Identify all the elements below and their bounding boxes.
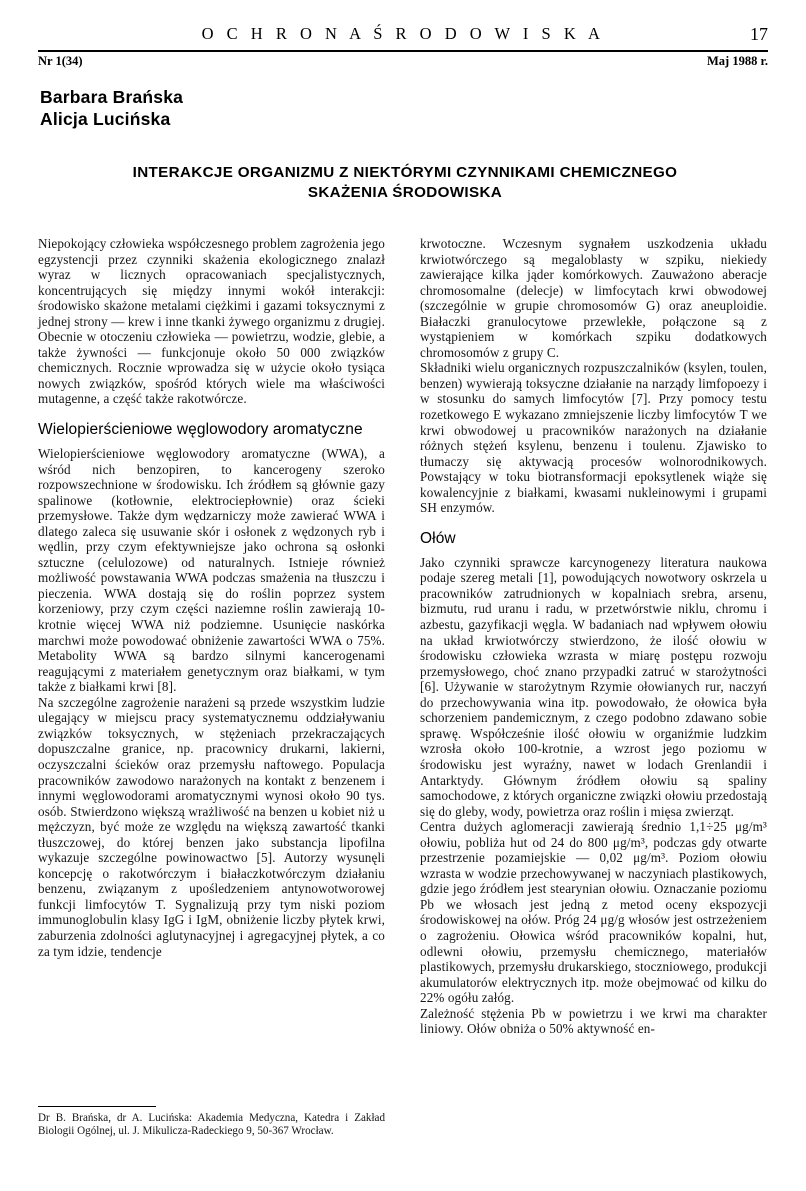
paragraph: krwotoczne. Wczesnym sygnałem uszkodzenia układu krwiotwórczego są megaloblasty w szpiku, niekiedy zawierające kilka jąder komórkowych. Zauważono aberacje chromosomalne (delecje) w limfocytach krwi obwodowej (szczególnie w grupie chromosomów G) oraz aneuploidie. Białaczki granulocytowe przewlekłe, połączone są z wystąpieniem w komórkach szpiku dodatkowych chromosomów z grupy C. [420,236,767,360]
section-heading-olow: Ołów [420,529,456,547]
author-block [40,86,440,130]
body-column-left [38,236,385,959]
section-heading-wwa: Wielopierścieniowe węglowodory aromatyczne [38,421,363,439]
paragraph: Niepokojący człowieka współczesnego problem zagrożenia jego egzystencji przez czynniki skażenia ekologicznego znalazł wyraz w licznych opracowaniach specjalistycznych, koncentrujących się między innymi wokół interakcji: środowisko skażone metalami ciężkimi i gazami toksycznymi z jednej strony — krew i inne tkanki żywego organizmu z drugiej. Obecnie w otoczeniu człowieka — powietrzu, wodzie, glebie, a także żywności — funkcjonuje około 50 000 związków chemicznych. Rocznie wprowadza się w użycie około tysiąca nowych związków, spośród których wiele ma właściwości mutagenne, a część także rakotwórcze. [38,236,385,407]
author-name-1: Barbara Brańska [40,87,184,107]
paragraph: Jako czynniki sprawcze karcynogenezy literatura naukowa podaje szereg metali [1], powodujących nowotwory oskrzela u pracowników zatrudnionych w kopalniach srebra, arsenu, bizmutu, rud uranu i radu, w przetwórstwie niklu, chromu i azbestu, gazyfikacji węgla. W badaniach nad wpływem ołowiu na układ krwiotwórczy stwierdzono, że ilość ołowiu w środowisku człowieka wzrasta w miarę postępu rozwoju przemysłowego, choć znano przypadki zatruć w starożytności [6]. Używanie w starożytnym Rzymie ołowianych rur, naczyń do przechowywania wina itp. powodowało, że ołowica była schorzeniem pandemicznym, z czego podobno zdawano sobie sprawę. Współcześnie ilość ołowiu w organiźmie ludzkim wzrosła około 100-krotnie, a wzrost jego poziomu w środowisku jest wyraźny, nawet w lodach Grenlandii i Antarktydy. Głównym źródłem ołowiu są spaliny samochodowe, z których organiczne związki ołowiu przedostają się do gleby, wody, powietrza oraz roślin i mięsa zwierząt. [420,554,767,819]
footnote-affiliation: Dr B. Brańska, dr A. Lucińska: Akademia Medyczna, Katedra i Zakład Biologii Ogólnej, ul. J. Mikulicza-Radeckiego 9, 50-367 Wrocław. [38,1112,385,1138]
paragraph: Centra dużych aglomeracji zawierają średnio 1,1÷25 μg/m³ ołowiu, pobliża hut od 24 do 800 μg/m³, podczas gdy otwarte przestrzenie pozamiejskie — 0,02 μg/m³. Poziom ołowiu wzrasta w wodzie przechowywanej w naczyniach plastikowych, gdzie jego źródłem jest stearynian ołowiu. Oznaczanie poziomu Pb we włosach jest jedną z metod oceny ekspozycji środowiskowej na ołów. Próg 24 μg/g włosów jest ostrzeżeniem o zagrożeniu. Ołowica wśród pracowników kopalni, hut, odlewni ołowiu, przemysłu chemicznego, materiałów plastikowych, przemysłu drukarskiego, stoczniowego, produkcji akumulatorów elektrycznych itp. może obejmować od kilku do 22% ogółu załóg. [420,819,767,1006]
paragraph: Na szczególne zagrożenie narażeni są przede wszystkim ludzie ulegający w miejscu pracy systematycznemu oddziaływaniu związków toksycznych, w stężeniach przekraczających dopuszczalne granice, np. pracownicy drukarni, lakierni, oczyszczalni ścieków oraz przemysłu naftowego. Populacja pracowników zawodowo narażonych na kontakt z benzenem i innymi węglowodorami aromatycznymi wynosi około 90 tys. osób. Stwierdzono większą wrażliwość na benzen u kobiet niż u mężczyzn, być może ze względu na większą zawartość tkanki tłuszczowej, do której benzen jako substancja lipofilna wykazuje szczególne powinowactwo [5]. Autorzy wysunęli koncepcję o rakotwórczym i białaczkotwórczym działaniu benzenu, związanym z upośledzeniem antynowotworowej funkcji limfocytów T. Sygnalizują przy tym niski poziom immunoglobulin klasy IgG i IgM, obniżenie liczby płytek krwi, zaburzenia zdolności aglutynacyjnej i agregacyjnej płytek, a co za tym idzie, tendencje [38,694,385,959]
paragraph: Wielopierścieniowe węglowodory aromatyczne (WWA), a wśród nich benzopiren, to kancerogeny szeroko rozpowszechnione w środowisku. Ich źródłem są głównie gazy spalinowe (kotłownie, elektrociepłownie) oraz ścieki przemysłowe. Także dym wędzarniczy może zawierać WWA i dlatego zaleca się usuwanie skór i osłonek z wędzonych ryb i wędlin, przy czym efektywniejsze jako ochrona są osłonki sztuczne (celulozowe) od naturalnych. Istnieje również możliwość powstawania WWA podczas smażenia na tłuszczu i pieczenia. WWA dostają się do roślin poprzez system korzeniowy, przy czym części naziemne roślin zawierają 10-krotnie więcej WWA niż podziemne. Usunięcie naskórka marchwi może powodować obniżenie zawartości WWA o 75%. Metabolity WWA są bardzo silnymi kancerogenami reagującymi z materiałem genetycznym oraz białkami, w tym także z białkami krwi [8]. [38,446,385,695]
header-divider [38,50,768,52]
paragraph: Zależność stężenia Pb w powietrzu i we krwi ma charakter liniowy. Ołów obniża o 50% aktywność en- [420,1005,767,1037]
footnote-divider [38,1106,156,1107]
article-title-line-2: SKAŻENIA ŚRODOWISKA [307,184,503,201]
article-title [60,163,750,203]
page-number: 17 [750,24,768,44]
article-title-line-1: INTERAKCJE ORGANIZMU Z NIEKTÓRYMI CZYNNIKAMI CHEMICZNEGO [132,164,678,181]
issue-date: Maj 1988 r. [707,54,768,68]
running-head [38,24,768,50]
journal-title: O C H R O N A Ś R O D O W I S K A [201,24,605,43]
paragraph: Składniki wielu organicznych rozpuszczalników (ksylen, toulen, benzen) wywierają toksyczne działanie na narządy limfopoezy i w stosunku do samych limfocytów [7]. Przy pomocy testu rozetkowego E wykazano zmniejszenie liczby limfocytów T we krwi obwodowej u pracowników narażonych na działanie różnych stężeń ksylenu, benzenu i toulenu. Zjawisko to tłumaczy się aktywacją procesów wolnorodnikowych. Powstający w toku biotransformacji epoksytlenek wiąże się kowalencyjnie z białkami, kwasami nukleinowymi i grupami SH enzymów. [420,360,767,516]
author-name-2: Alicja Lucińska [40,109,171,129]
body-column-right [420,236,767,1037]
issue-number: Nr 1(34) [38,54,83,68]
issue-line [38,54,768,70]
